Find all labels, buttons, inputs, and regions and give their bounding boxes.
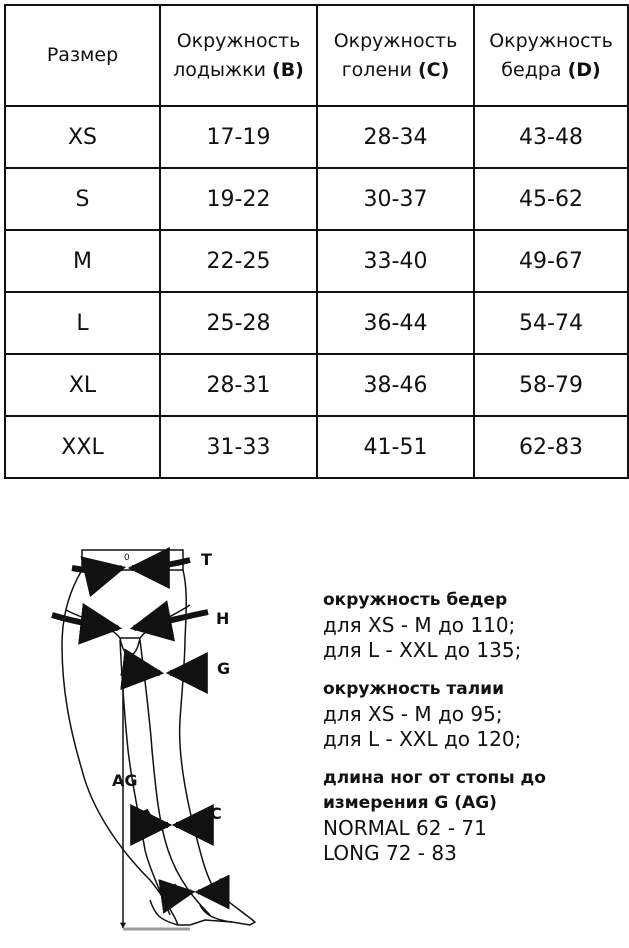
label-h: H	[216, 609, 230, 628]
note-title: окружность талии	[323, 679, 505, 699]
label-ag: AG	[112, 771, 138, 790]
note-line: NORMAL 62 - 71	[323, 816, 487, 840]
note-line: для L - XXL до 135;	[323, 638, 522, 662]
note-title: длина ног от стопы до измерения G (AG)	[323, 768, 546, 813]
note-waist	[323, 677, 623, 752]
size-cell: S	[5, 168, 160, 230]
table-row	[5, 106, 628, 168]
g-measure-arrows	[128, 666, 204, 673]
label-g: G	[217, 659, 231, 678]
measure-cell: 49-67	[474, 230, 628, 292]
measure-cell: 33-40	[317, 230, 474, 292]
table-header-row	[5, 5, 628, 106]
measure-cell: 58-79	[474, 354, 628, 416]
measure-cell: 62-83	[474, 416, 628, 478]
measure-cell: 19-22	[160, 168, 317, 230]
table-row	[5, 416, 628, 478]
b-measure-arrows	[173, 885, 212, 892]
size-cell: XL	[5, 354, 160, 416]
header-calf: Окружность голени (C)	[317, 5, 474, 106]
table-row	[5, 354, 628, 416]
measure-cell: 45-62	[474, 168, 628, 230]
measure-cell: 22-25	[160, 230, 317, 292]
measure-cell: 38-46	[317, 354, 474, 416]
size-cell: XS	[5, 106, 160, 168]
size-table	[4, 4, 629, 479]
note-line: для L - XXL до 120;	[323, 727, 522, 751]
legs-diagram	[0, 520, 300, 940]
note-leg-length	[323, 766, 623, 866]
c-measure-arrows	[145, 810, 196, 825]
measure-cell: 28-34	[317, 106, 474, 168]
header-ankle: Окружность лодыжки (B)	[160, 5, 317, 106]
note-line: для XS - M до 95;	[323, 702, 503, 726]
measure-cell: 28-31	[160, 354, 317, 416]
measure-cell: 41-51	[317, 416, 474, 478]
label-b: B	[218, 875, 231, 894]
table-body	[5, 106, 628, 478]
note-title: окружность бедер	[323, 590, 508, 610]
note-line: для XS - M до 110;	[323, 613, 516, 637]
measurement-notes	[323, 588, 623, 880]
measure-cell: 17-19	[160, 106, 317, 168]
waist-mark: 0	[124, 553, 130, 563]
label-t: T	[201, 550, 212, 569]
size-cell: XXL	[5, 416, 160, 478]
measure-cell: 36-44	[317, 292, 474, 354]
table-row	[5, 168, 628, 230]
measure-cell: 30-37	[317, 168, 474, 230]
note-hips	[323, 588, 623, 663]
header-size: Размер	[5, 5, 160, 106]
measure-cell: 31-33	[160, 416, 317, 478]
measure-cell: 43-48	[474, 106, 628, 168]
table-row	[5, 230, 628, 292]
size-cell: M	[5, 230, 160, 292]
table-row	[5, 292, 628, 354]
header-thigh: Окружность бедра (D)	[474, 5, 628, 106]
measure-cell: 25-28	[160, 292, 317, 354]
note-line: LONG 72 - 83	[323, 841, 457, 865]
size-cell: L	[5, 292, 160, 354]
label-c: C	[210, 804, 222, 823]
measure-cell: 54-74	[474, 292, 628, 354]
